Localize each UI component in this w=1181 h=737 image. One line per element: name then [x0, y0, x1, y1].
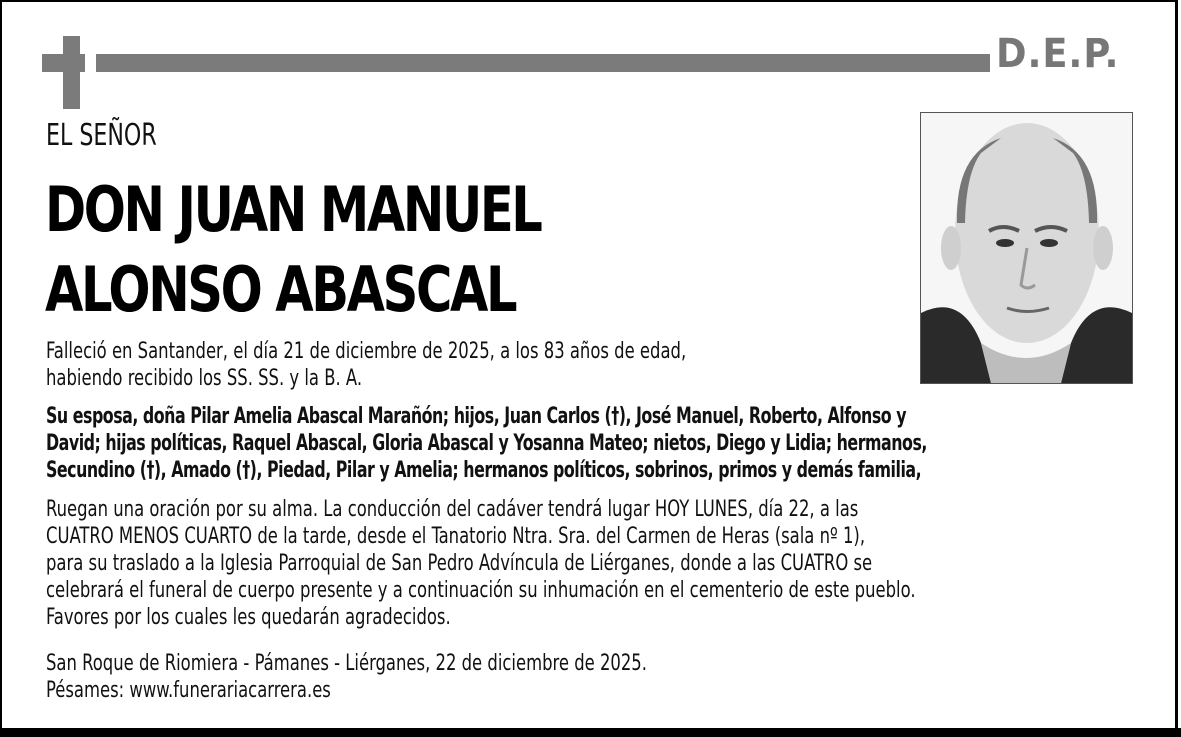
name-line-1: DON JUAN MANUEL	[45, 173, 541, 246]
family-line-2: David; hijas políticas, Raquel Abascal, Gloria Abascal y Yosanna Mateo; nietos, Diego y Lidia; hermanos,	[46, 431, 927, 456]
name-line-2: ALONSO ABASCAL	[45, 253, 516, 326]
service-line-2: CUATRO MENOS CUARTO de la tarde, desde el Tanatorio Ntra. Sra. del Carmen de Heras (sala nº 1),	[46, 524, 866, 549]
family-line-3: Secundino (†), Amado (†), Piedad, Pilar y Amelia; hermanos políticos, sobrinos, primos y demás familia,	[46, 458, 922, 483]
service-line-5: Favores por los cuales les quedarán agradecidos.	[46, 605, 451, 630]
cross-icon	[63, 36, 80, 109]
dep-label: D.E.P.	[996, 31, 1120, 77]
title-prefix: EL SEÑOR	[46, 118, 157, 153]
service-line-3: para su traslado a la Iglesia Parroquial de San Pedro Advíncula de Liérganes, donde a las CUATRO se	[46, 551, 873, 576]
death-notice-line-1: Falleció en Santander, el día 21 de diciembre de 2025, a los 83 años de edad,	[46, 339, 687, 364]
header-rule	[96, 54, 990, 72]
bottom-rule	[0, 728, 1181, 737]
family-line-1: Su esposa, doña Pilar Amelia Abascal Marañón; hijos, Juan Carlos (†), José Manuel, Roberto, Alfonso y	[46, 404, 907, 429]
service-line-4: celebrará el funeral de cuerpo presente y a continuación su inhumación en el cementerio de este pueblo.	[46, 578, 916, 603]
portrait-image	[921, 113, 1132, 383]
place-date: San Roque de Riomiera - Pámanes - Liérganes, 22 de diciembre de 2025.	[46, 651, 647, 676]
service-line-1: Ruegan una oración por su alma. La conducción del cadáver tendrá lugar HOY LUNES, día 22, a las	[46, 497, 859, 522]
portrait-photo	[920, 112, 1133, 384]
death-notice-line-2: habiendo recibido los SS. SS. y la B. A.	[46, 366, 363, 391]
deceased-name	[45, 170, 541, 330]
condolences-link[interactable]: Pésames: www.funerariacarrera.es	[46, 678, 331, 703]
cross-icon-arm	[42, 54, 85, 72]
